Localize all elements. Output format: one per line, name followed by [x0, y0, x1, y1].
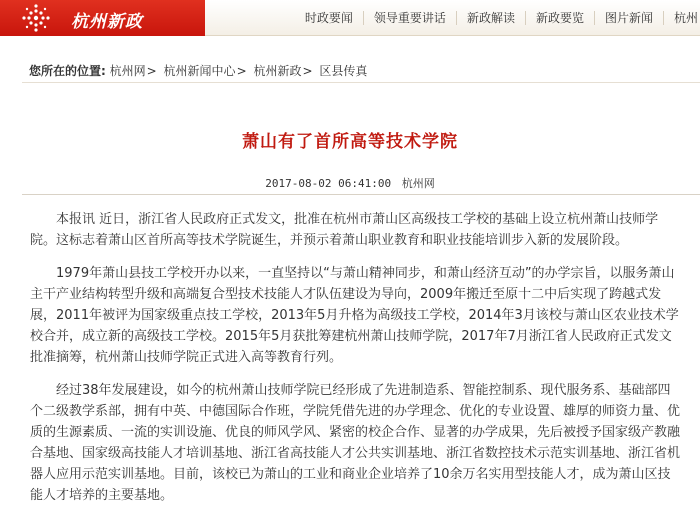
- breadcrumb-link-district-news[interactable]: 区县传真: [319, 64, 368, 78]
- breadcrumb-separator: >: [146, 64, 157, 78]
- article-body: [30, 209, 680, 508]
- breadcrumb-divider: [22, 82, 700, 83]
- site-logo[interactable]: [0, 0, 205, 36]
- dotted-emblem-icon: [22, 4, 50, 32]
- site-logo-text: 杭州新政: [71, 12, 143, 32]
- article-source: 杭州网: [401, 177, 435, 190]
- article-paragraph: 经过38年发展建设，如今的杭州萧山技师学院已经形成了先进制造系、智能控制系、现代服务系、基础部四个二级教学系部，拥有中英、中德国际合作班，学院凭借先进的办学理念、优化的专业设置、雄厚的师资力量、优质的生源素质、一流的实训设施、优良的师风学风、紧密的校企合作、显著的办学成果，先后被授予国家级产教融合基地、国家级高技能人才培训基地、浙江省高技能人才公共实训基地、浙江省数控技术示范实训基地、浙江省机器人应用示范实训基地。目前，该校已为萧山的工业和商业企业培养了10余万名实用型技能人才，成为萧山区技能人才培养的主要基地。: [30, 383, 681, 503]
- nav-item-policy-overview[interactable]: 新政要览: [526, 11, 595, 25]
- article-title: 萧山有了首所高等技术学院: [242, 132, 458, 152]
- breadcrumb-link-news-center[interactable]: 杭州新闻中心: [163, 64, 236, 78]
- nav-item-policy-interpretation[interactable]: 新政解读: [457, 11, 526, 25]
- article-datetime: 2017-08-02 06:41:00: [265, 177, 392, 190]
- nav-item-hangzhou[interactable]: 杭州: [673, 11, 698, 25]
- site-header: [0, 0, 700, 36]
- nav-item-politics-news[interactable]: 时政要闻: [295, 11, 364, 25]
- breadcrumb: [29, 62, 367, 79]
- breadcrumb-separator: >: [302, 64, 313, 78]
- breadcrumb-link-hangzhou-net[interactable]: 杭州网: [109, 64, 146, 78]
- meta-divider: [22, 194, 700, 195]
- article-paragraph: 1979年萧山县技工学校开办以来，一直坚持以“与萧山精神同步，和萧山经济互动”的办学宗旨，以服务萧山主干产业结构转型升级和高端复合型技术技能人才队伍建设为导向，2009年搬迁至原十二中后实现了跨越式发展，2011年被评为国家级重点技工学校，2013年5月升格为高级技工学校，2014年3月该校与萧山区农业技术学校合并，成立新的高级技工学校。2015年5月获批筹建杭州萧山技师学院，2017年7月浙江省人民政府正式发文批准摘筹，杭州萧山技师学院正式进入高等教育行列。: [30, 266, 679, 365]
- nav-item-photo-news[interactable]: 图片新闻: [595, 11, 664, 25]
- breadcrumb-link-hangzhou-policy[interactable]: 杭州新政: [253, 64, 302, 78]
- breadcrumb-lead: 您所在的位置:: [29, 64, 106, 78]
- article-paragraph: 本报讯 近日，浙江省人民政府正式发文，批准在杭州市萧山区高级技工学校的基础上设立杭州萧山技师学院。这标志着萧山区首所高等技术学院诞生，并预示着萧山职业教育和职业技能培训步入新的发展阶段。: [30, 212, 659, 248]
- article-meta: [0, 175, 700, 191]
- breadcrumb-separator: >: [236, 64, 247, 78]
- top-nav: [295, 0, 700, 36]
- nav-item-leader-speeches[interactable]: 领导重要讲话: [364, 11, 457, 25]
